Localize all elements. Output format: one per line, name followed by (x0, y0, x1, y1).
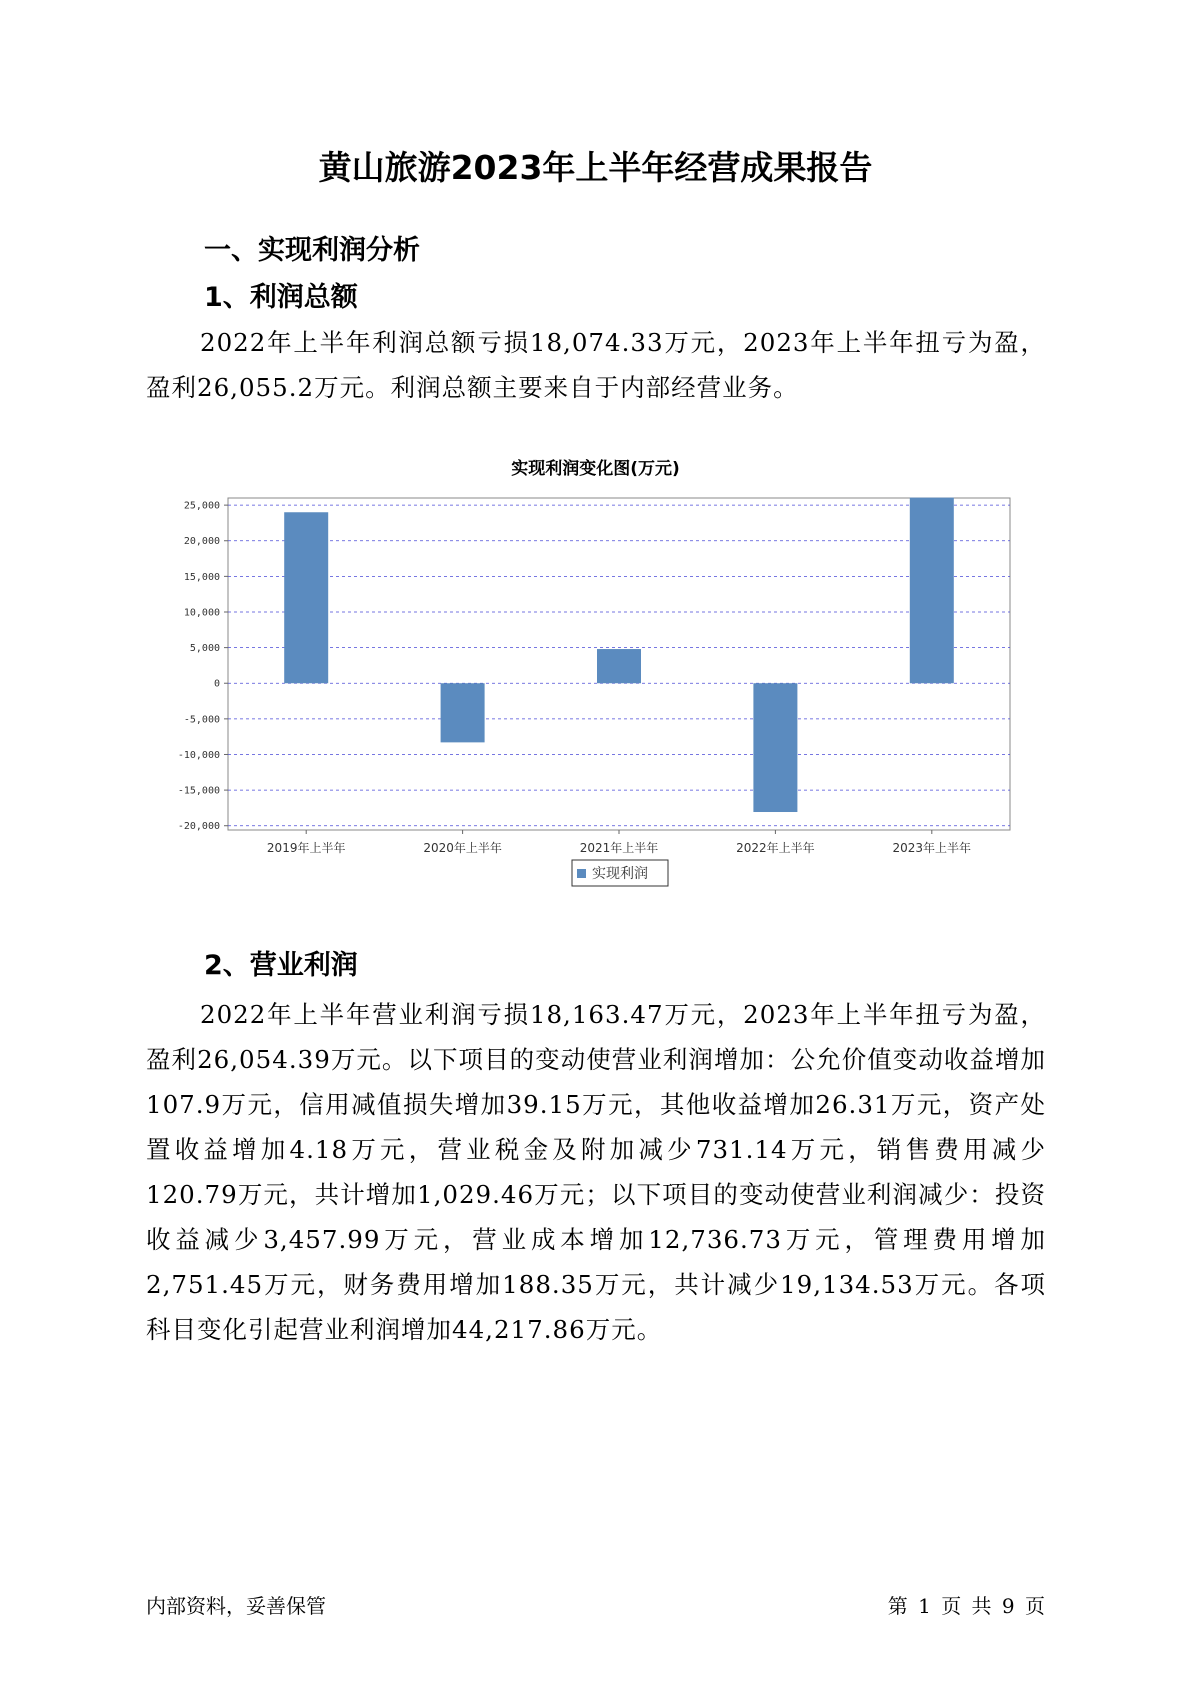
footer-confidential: 内部资料，妥善保管 (146, 1594, 326, 1618)
profit-bar-chart (160, 488, 1020, 908)
x-tick-label: 2023年上半年 (892, 841, 972, 855)
bar (284, 512, 328, 683)
subsection-heading-operating-profit: 2、营业利润 (204, 950, 358, 981)
paragraph-total-profit: 2022年上半年利润总额亏损18,074.33万元，2023年上半年扭亏为盈，盈利26,055.2万元。利润总额主要来自于内部经营业务。 (146, 328, 1046, 402)
page-title: 黄山旅游2023年上半年经营成果报告 (318, 148, 873, 187)
x-tick-label: 2019年上半年 (266, 841, 346, 855)
y-tick-label: 0 (213, 678, 220, 690)
x-tick-label: 2020年上半年 (423, 841, 502, 855)
paragraph-operating-profit: 2022年上半年营业利润亏损18,163.47万元，2023年上半年扭亏为盈，盈利26,054.39万元。以下项目的变动使营业利润增加：公允价值变动收益增加107.9万元，信用减值损失增加39.15万元，其他收益增加26.31万元，资产处置收益增加4.18万元，营业税金及附加减少731.14万元，销售费用减少120.79万元，共计增加1,029.46万元；以下项目的变动使营业利润减少：投资收益减少3,457.99万元，营业成本增加12,736.73万元，管理费用增加2,751.45万元，财务费用增加188.35万元，共计减少19,134.53万元。各项科目变化引起营业利润增加44,217.86万元。 (146, 1000, 1046, 1344)
bar (441, 683, 485, 742)
legend-swatch (577, 869, 586, 878)
x-tick-label: 2021年上半年 (579, 841, 659, 855)
y-tick-label: 5,000 (189, 643, 220, 655)
y-tick-label: 20,000 (183, 536, 220, 548)
subsection-heading-total-profit: 1、利润总额 (204, 282, 358, 313)
bar (910, 498, 954, 684)
bar (597, 649, 641, 683)
chart-title: 实现利润变化图(万元) (511, 459, 680, 479)
y-tick-label: -5,000 (183, 714, 220, 726)
y-tick-label: -20,000 (177, 821, 220, 833)
y-tick-label: 10,000 (183, 607, 220, 619)
y-tick-label: 15,000 (183, 571, 220, 583)
y-tick-label: -10,000 (177, 749, 220, 761)
bar (753, 683, 797, 812)
footer-page-number: 第 1 页 共 9 页 (887, 1594, 1045, 1618)
legend-label: 实现利润 (592, 866, 648, 882)
y-tick-label: -15,000 (177, 785, 220, 797)
y-tick-label: 25,000 (183, 500, 220, 512)
section-heading: 一、实现利润分析 (204, 235, 420, 266)
x-tick-label: 2022年上半年 (736, 841, 815, 855)
